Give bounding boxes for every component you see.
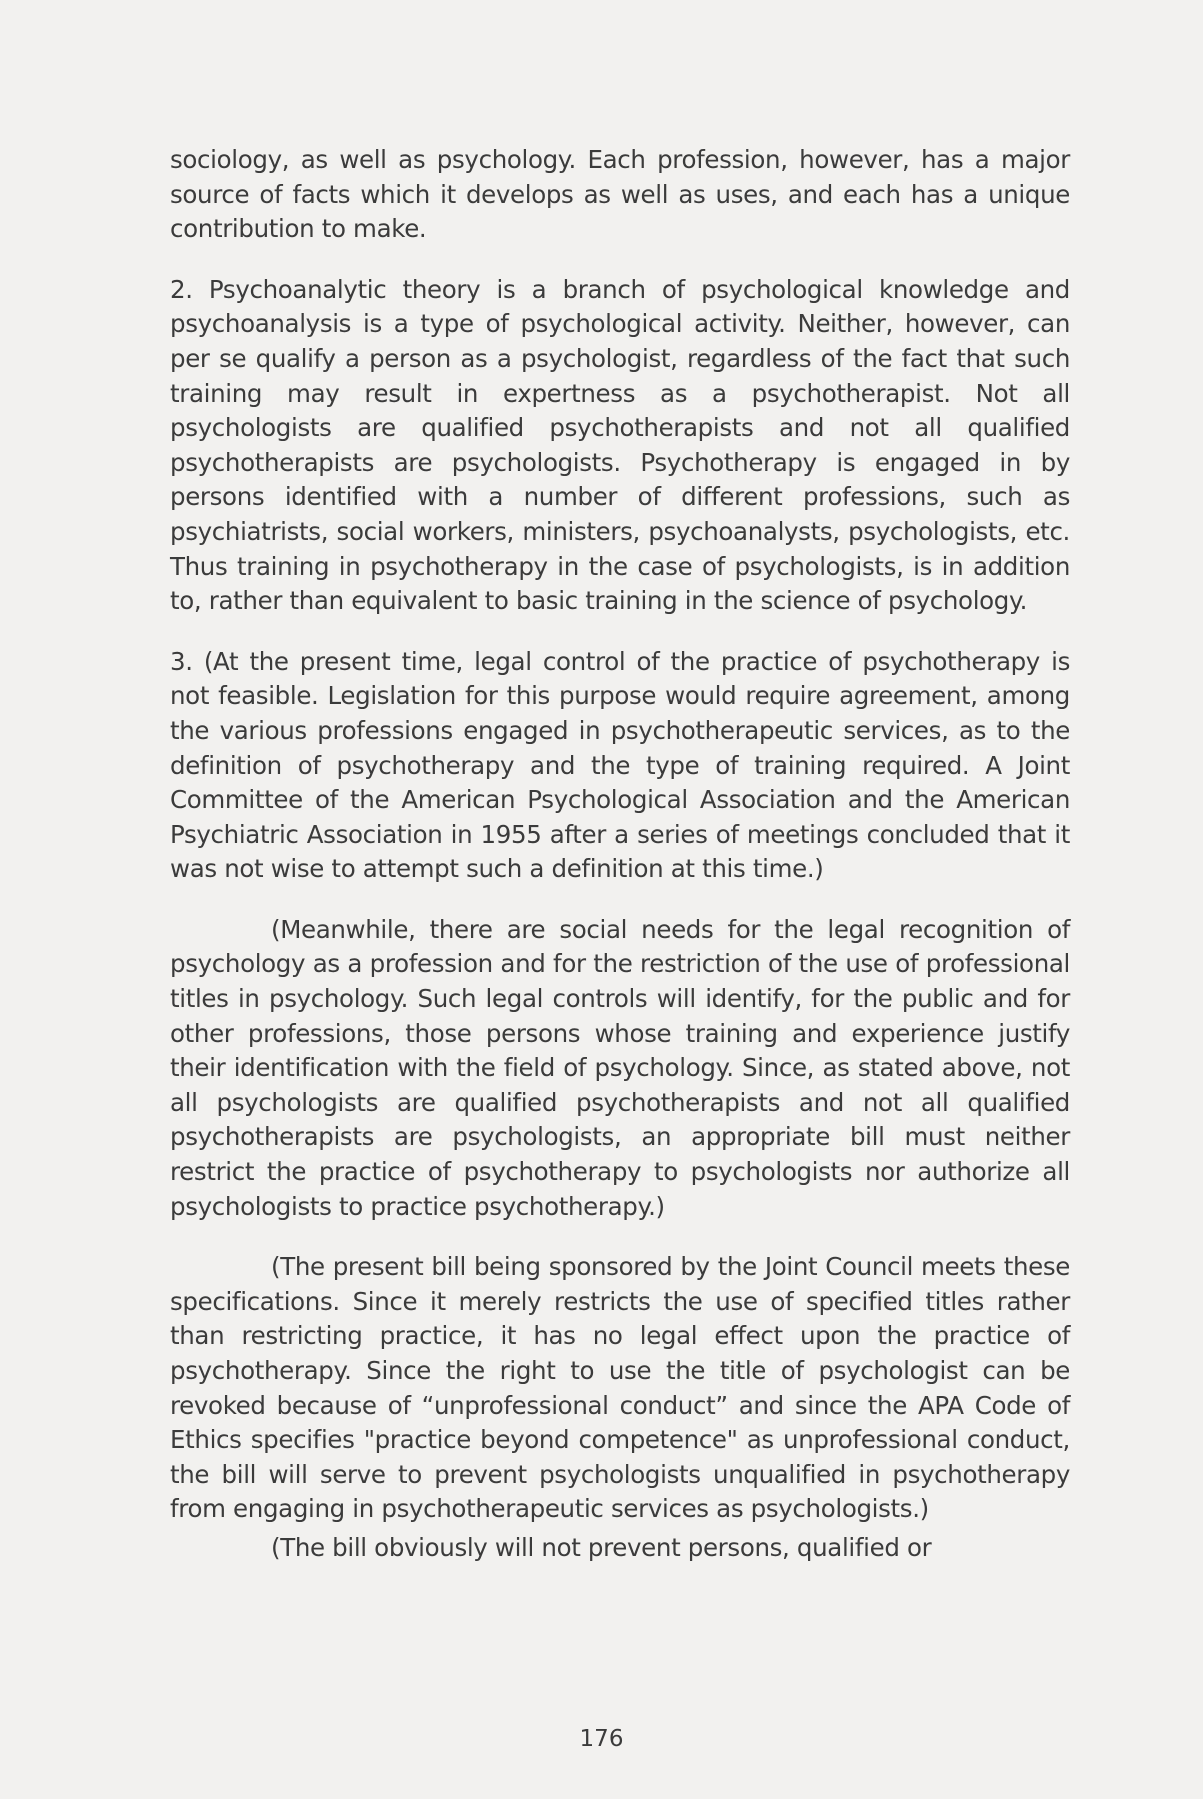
paragraph-continuation: sociology, as well as psychology. Each profession, however, has a major source of facts which it develops as well as uses, and each has a unique contribution to make. (170, 145, 1070, 244)
body-text (170, 143, 1070, 1566)
page-number: 176 (579, 1726, 624, 1752)
paragraph-item-3: 3. (At the present time, legal control of the practice of psychotherapy is not feasible. Legislation for this purpose would require agreement, among the various professions engaged in psychotherapeutic services, as to the definition of psychotherapy and the type of training required. A Joint Committee of the American Psychological Association and the American Psychiatric Association in 1955 after a series of meetings concluded that it was not wise to attempt such a definition at this time.) (170, 646, 1070, 884)
paragraph-bill-obviously: (The bill obviously will not prevent persons, qualified or (271, 1532, 932, 1562)
paragraph-present-bill: (The present bill being sponsored by the Joint Council meets these specifications. Since it merely restricts the use of specified titles rather than restricting practice, it has no legal effect upon the practice of psychotherapy. Since the right to use the title of psychologist can be revoked because of “unprofessional conduct” and since the APA Code of Ethics specifies "practice beyond competence" as unprofessional conduct, the bill will serve to prevent psychologists unqualified in psychotherapy from engaging in psychotherapeutic services as psychologists.) (170, 1252, 1070, 1524)
paragraph-item-2: 2. Psychoanalytic theory is a branch of psychological knowledge and psychoanalysis is a type of psychological activity. Neither, however, can per se qualify a person as a psychologist, regardless of the fact that such training may result in expertness as a psychotherapist. Not all psychologists are qualified psychotherapists and not all qualified psychotherapists are psychologists. Psychotherapy is engaged in by persons identified with a number of different professions, such as psychiatrists, social workers, ministers, psychoanalysts, psychologists, etc. Thus training in psychotherapy in the case of psychologists, is in addition to, rather than equivalent to basic training in the science of psychology. (170, 274, 1070, 616)
paragraph-meanwhile: (Meanwhile, there are social needs for the legal recognition of psychology as a profession and for the restriction of the use of professional titles in psychology. Such legal controls will identify, for the public and for other professions, those persons whose training and experience justify their identification with the field of psychology. Since, as stated above, not all psychologists are qualified psychotherapists and not all qualified psychotherapists are psychologists, an appropriate bill must neither restrict the practice of psychotherapy to psychologists nor authorize all psychologists to practice psychotherapy.) (170, 914, 1070, 1221)
